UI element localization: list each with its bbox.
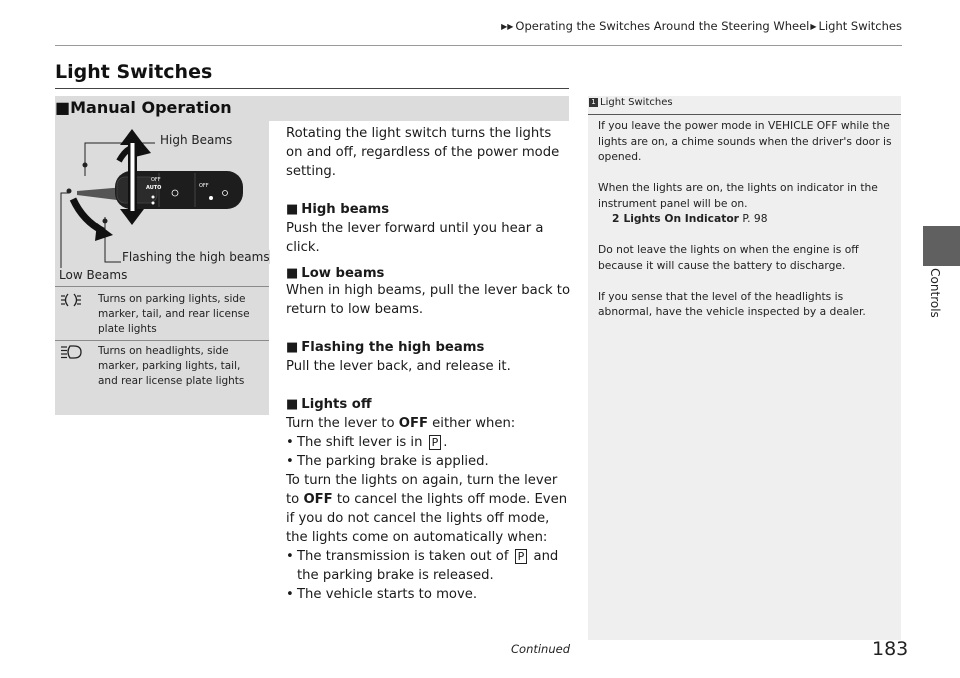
switch-auto-mark: AUTO [146, 185, 162, 191]
legend-item-headlights [55, 344, 269, 392]
callout-low-beams: Low Beams [59, 268, 128, 282]
section-title: ■Manual Operation [55, 98, 232, 117]
lights-on-again-text: To turn the lights on again, turn the lever to OFF to cancel the lights off mode. Even if you do not cancel the lights off mode, the lights come on automatically when: [286, 473, 568, 545]
bullet-parking-brake: • The parking brake is applied. [286, 452, 571, 471]
body-text [286, 124, 571, 604]
subheading-flashing: ■ Flashing the high beams [286, 340, 485, 355]
high-beams-text: Push the lever forward until you hear a click. [286, 221, 544, 255]
parking-lights-icon [60, 292, 82, 308]
notes-title: Light Switches [600, 97, 673, 108]
legend-item-parking-lights [55, 292, 269, 340]
notes-panel [588, 96, 901, 640]
note-marker-icon: 1 [589, 98, 598, 107]
subheading-high-beams: ■ High beams [286, 202, 390, 217]
page-number: 183 [872, 638, 909, 660]
subheading-lights-off: ■ Lights off [286, 397, 372, 412]
title-divider [55, 88, 569, 89]
continued-label: Continued [511, 642, 571, 656]
breadcrumb-parent[interactable]: Operating the Switches Around the Steering Wheel [515, 19, 810, 33]
bullet-vehicle-moves: • The vehicle starts to move. [286, 585, 571, 604]
gear-p-icon: P [515, 549, 528, 564]
breadcrumb-arrow-icon: ▶ [810, 22, 817, 31]
cross-reference-link[interactable]: 2 Lights On Indicator P. 98 [612, 212, 768, 225]
reference-arrow-icon: 2 [612, 212, 620, 225]
notes-header [588, 96, 901, 116]
header-divider [55, 45, 902, 46]
legend-divider [55, 340, 269, 341]
note-paragraph: When the lights are on, the lights on indicator in the instrument panel will be on. [598, 181, 878, 210]
illustration-panel [55, 121, 269, 415]
switch-off-mark: OFF [151, 177, 161, 183]
note-paragraph: If you sense that the level of the headlights is abnormal, have the vehicle inspected by a dealer. [598, 289, 866, 318]
gear-p-icon: P [429, 435, 442, 450]
breadcrumb-arrow-icon: ▶▶ [501, 22, 514, 31]
notes-body [598, 118, 898, 335]
callout-high-beams: High Beams [160, 133, 233, 147]
breadcrumb [500, 19, 902, 33]
legend-divider [55, 286, 269, 287]
breadcrumb-current: Light Switches [818, 19, 902, 33]
chapter-label[interactable]: Controls [928, 268, 942, 318]
note-paragraph: Do not leave the lights on when the engine is off because it will cause the battery to discharge. [598, 243, 859, 272]
switch-off2-mark: OFF [199, 183, 209, 189]
bullet-transmission: • The transmission is taken out of P and the parking brake is released. [286, 547, 571, 585]
low-beams-text: When in high beams, pull the lever back to return to low beams. [286, 283, 571, 317]
page-title: Light Switches [55, 61, 213, 83]
legend-text-parking-lights: Turns on parking lights, side marker, tail, and rear license plate lights [98, 293, 250, 335]
section-header [55, 96, 569, 121]
chapter-tab[interactable] [923, 226, 960, 266]
subheading-low-beams: ■ Low beams [286, 266, 385, 281]
headlights-icon [60, 344, 82, 360]
intro-paragraph: Rotating the light switch turns the lights on and off, regardless of the power mode setting. [286, 126, 560, 179]
legend-text-headlights: Turns on headlights, side marker, parking lights, tail, and rear license plate lights [98, 345, 245, 387]
note-paragraph: If you leave the power mode in VEHICLE OFF while the lights are on, a chime sounds when the driver's door is opened. [598, 119, 892, 163]
callout-flashing-high-beams: Flashing the high beams [122, 250, 270, 264]
notes-divider [588, 114, 901, 115]
flashing-text: Pull the lever back, and release it. [286, 359, 511, 374]
bullet-shift-lever: • The shift lever is in P . [286, 433, 571, 452]
lights-off-text: Turn the lever to OFF either when: [286, 416, 516, 431]
